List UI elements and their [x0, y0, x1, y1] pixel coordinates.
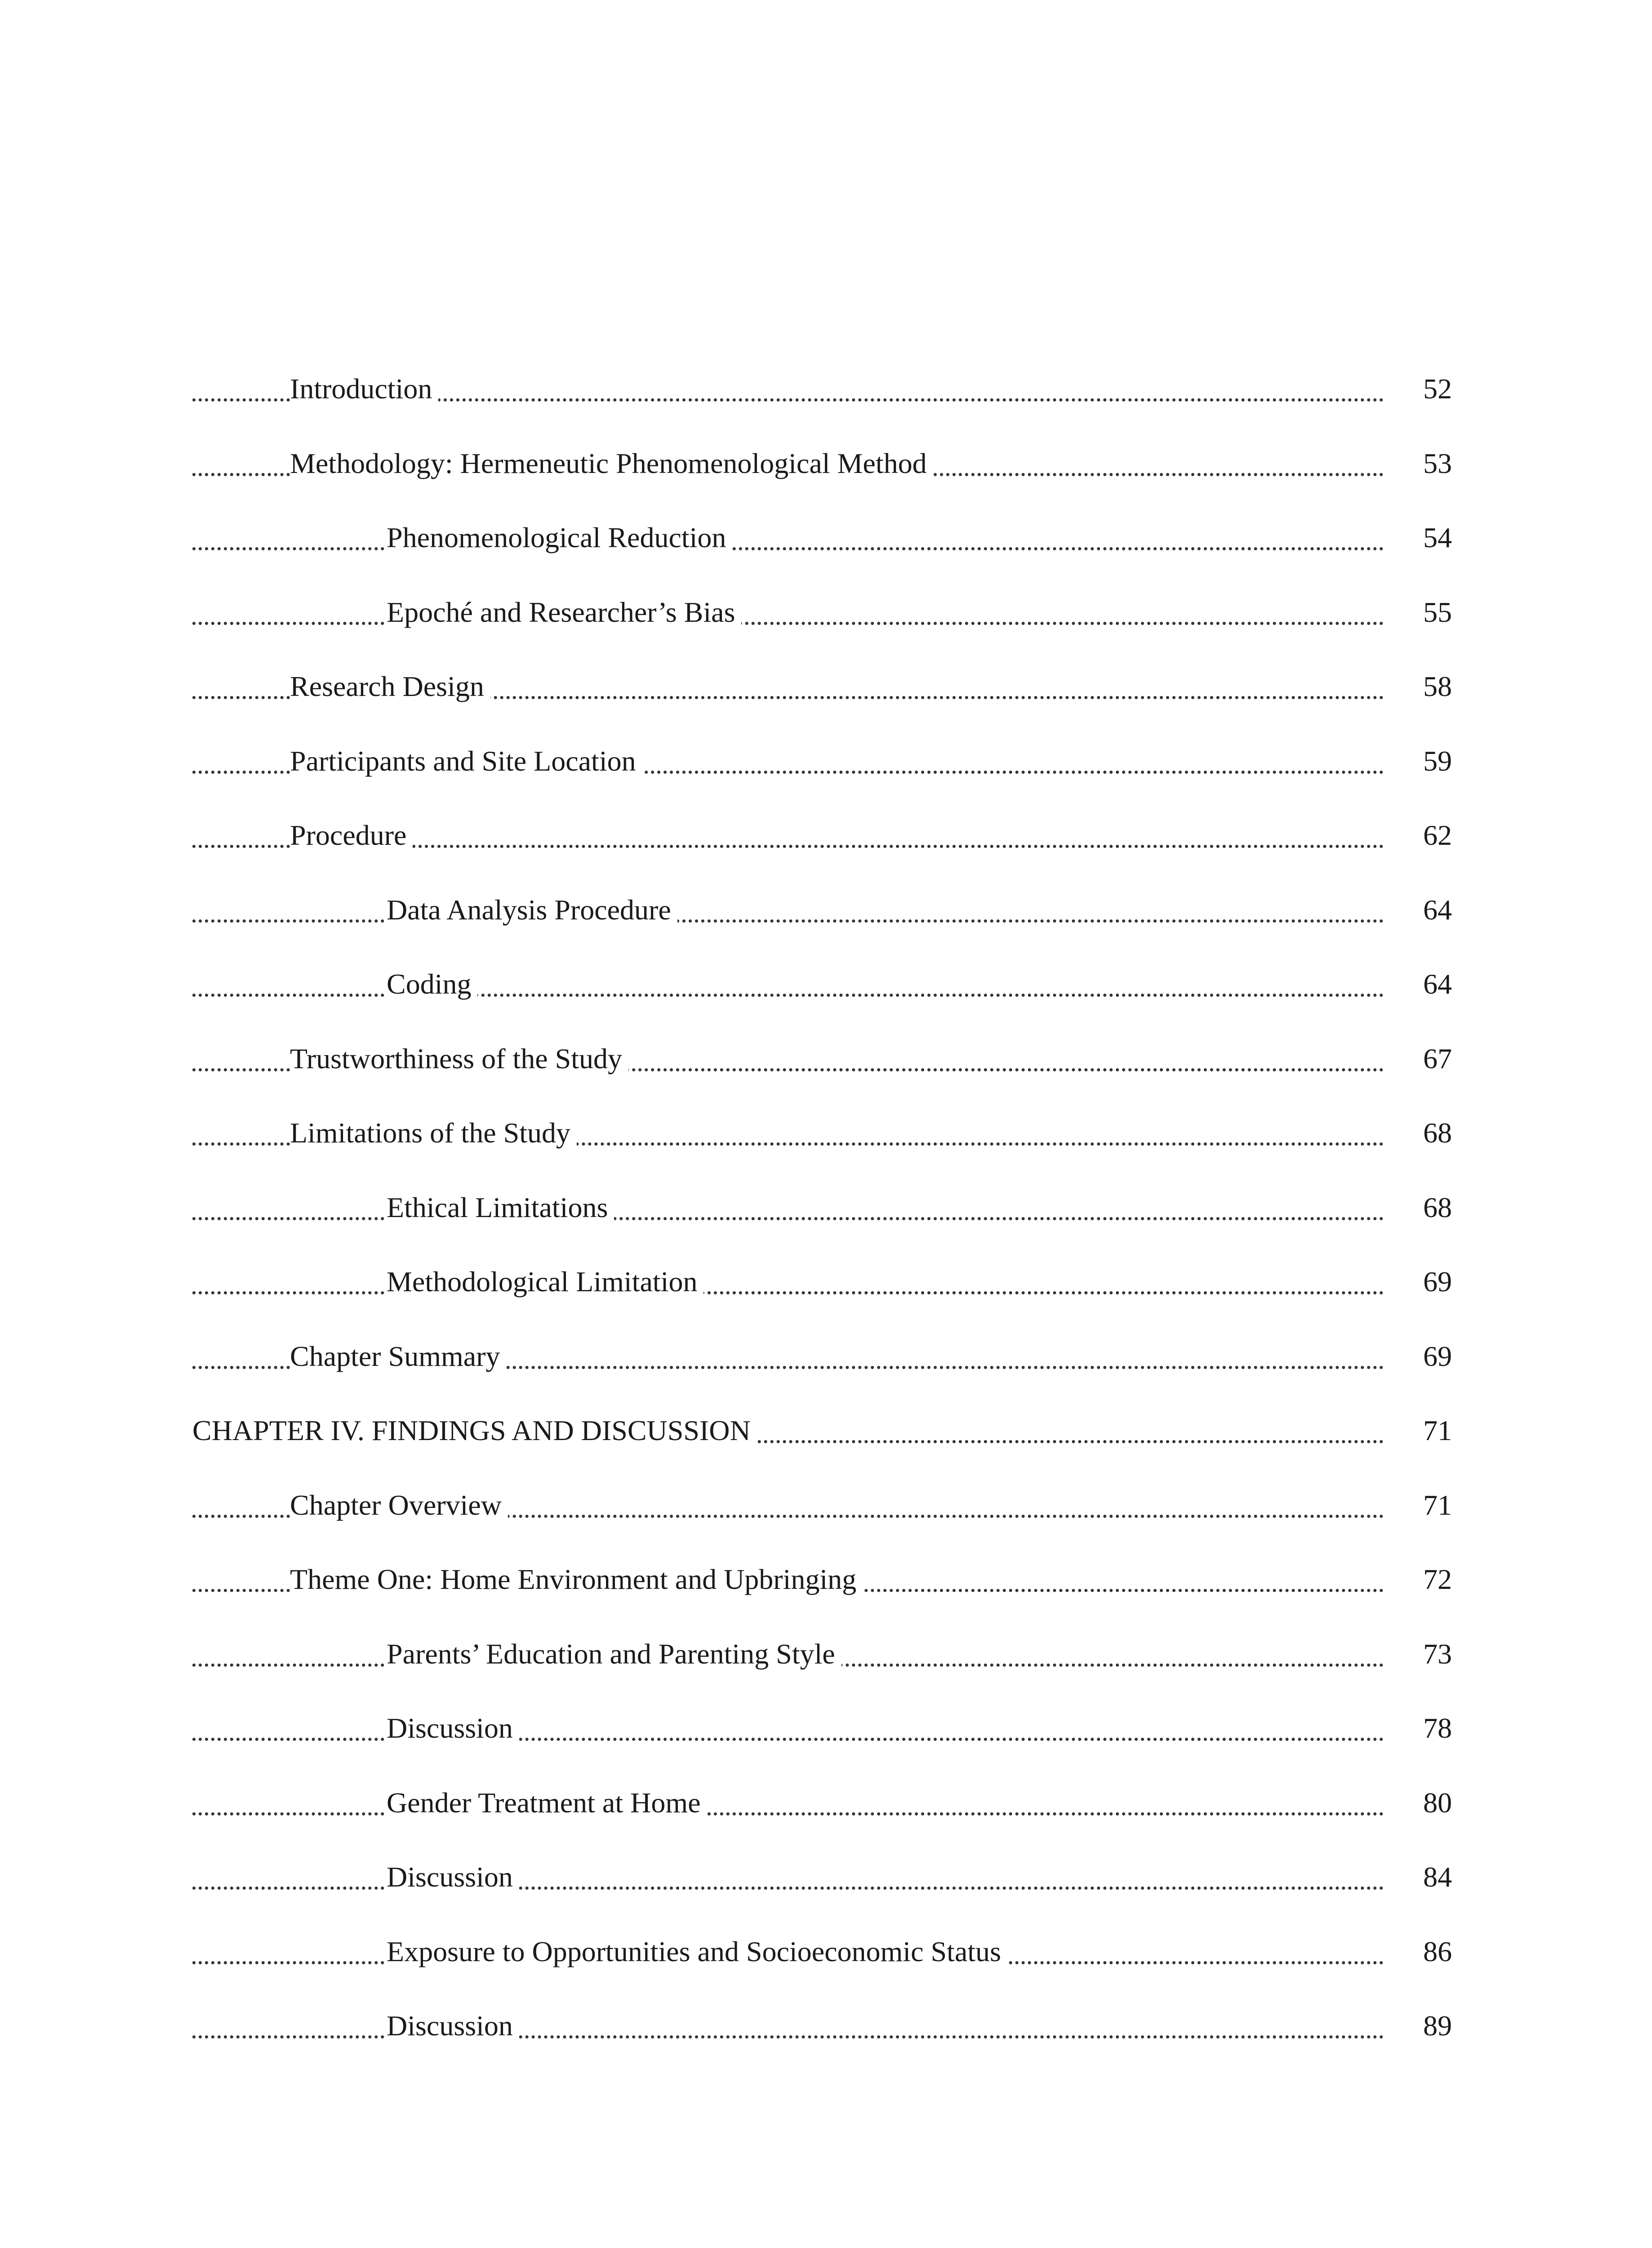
toc-entry-title: Methodological Limitation — [387, 1262, 704, 1302]
toc-entry-title: Parents’ Education and Parenting Style — [387, 1634, 842, 1674]
toc-entry — [0, 741, 1652, 781]
toc-entry — [0, 1559, 1652, 1600]
toc-entry-title: Participants and Site Location — [290, 741, 642, 781]
dot-leader — [192, 547, 1384, 550]
dot-leader — [192, 1812, 1384, 1815]
dot-leader — [192, 919, 1384, 923]
toc-entry — [0, 1857, 1652, 1897]
toc-entry — [0, 369, 1652, 409]
toc-entry — [0, 964, 1652, 1004]
toc-entry-page-number: 78 — [1423, 1712, 1452, 1744]
toc-entry — [0, 1039, 1652, 1079]
toc-entry — [0, 2006, 1652, 2046]
toc-entry-title: CHAPTER IV. FINDINGS AND DISCUSSION — [192, 1410, 757, 1451]
toc-entry-page-number: 86 — [1423, 1935, 1452, 1967]
toc-entry-page-number: 71 — [1423, 1414, 1452, 1446]
toc-entry-title: Phenomenological Reduction — [387, 517, 732, 558]
toc-entry-title: Discussion — [387, 1708, 519, 1748]
toc-entry-title: Introduction — [290, 369, 438, 409]
toc-entry — [0, 1634, 1652, 1674]
toc-entry — [0, 815, 1652, 856]
toc-entry-title: Chapter Overview — [290, 1485, 508, 1525]
dot-leader — [192, 1217, 1384, 1220]
dot-leader — [192, 622, 1384, 625]
toc-entry — [0, 517, 1652, 558]
toc-entry-page-number: 68 — [1423, 1191, 1452, 1223]
toc-entry-title: Gender Treatment at Home — [387, 1783, 707, 1823]
toc-entry-title: Discussion — [387, 1857, 519, 1897]
toc-entry-page-number: 53 — [1423, 447, 1452, 479]
toc-entry-page-number: 59 — [1423, 745, 1452, 777]
toc-entry — [0, 1336, 1652, 1377]
toc-entry — [0, 1708, 1652, 1748]
toc-entry-page-number: 80 — [1423, 1786, 1452, 1819]
toc-entry-title: Coding — [387, 964, 477, 1004]
toc-entry-title: Research Design — [290, 666, 490, 707]
toc-entry — [0, 592, 1652, 633]
toc-entry — [0, 1783, 1652, 1823]
toc-entry — [0, 443, 1652, 484]
toc-entry-page-number: 54 — [1423, 522, 1452, 553]
toc-entry — [0, 1113, 1652, 1153]
toc-entry-page-number: 89 — [1423, 2010, 1452, 2042]
toc-entry — [0, 1262, 1652, 1302]
toc-entry-title: Exposure to Opportunities and Socioeconomic Status — [387, 1931, 1007, 1972]
toc-entry-title: Ethical Limitations — [387, 1187, 614, 1228]
toc-entry-page-number: 73 — [1423, 1637, 1452, 1670]
toc-entry-page-number: 69 — [1423, 1266, 1452, 1298]
toc-entry-page-number: 62 — [1423, 819, 1452, 851]
dot-leader — [192, 1738, 1384, 1741]
toc-entry-title: Data Analysis Procedure — [387, 890, 677, 930]
toc-entry-page-number: 84 — [1423, 1861, 1452, 1893]
toc-entry — [0, 1931, 1652, 1972]
toc-entry-page-number: 69 — [1423, 1340, 1452, 1372]
toc-entry-page-number: 52 — [1423, 373, 1452, 405]
toc-entry — [0, 890, 1652, 930]
toc-entry-page-number: 67 — [1423, 1042, 1452, 1075]
toc-entry-title: Limitations of the Study — [290, 1113, 577, 1153]
toc-entry-page-number: 68 — [1423, 1117, 1452, 1149]
toc-entry-page-number: 72 — [1423, 1563, 1452, 1595]
toc-entry — [0, 1187, 1652, 1228]
toc-entry — [0, 666, 1652, 707]
dot-leader — [192, 1291, 1384, 1294]
dot-leader — [192, 1887, 1384, 1890]
dot-leader — [192, 2035, 1384, 2038]
toc-entry — [0, 1485, 1652, 1525]
toc-entry-page-number: 71 — [1423, 1489, 1452, 1521]
toc-entry-title: Procedure — [290, 815, 413, 856]
toc-entry-page-number: 64 — [1423, 893, 1452, 926]
dot-leader — [192, 994, 1384, 997]
toc-entry — [0, 1410, 1652, 1451]
toc-entry-page-number: 58 — [1423, 670, 1452, 702]
toc-entry-title: Trustworthiness of the Study — [290, 1039, 628, 1079]
toc-entry-title: Epoché and Researcher’s Bias — [387, 592, 741, 633]
toc-entry-title: Chapter Summary — [290, 1336, 506, 1377]
toc-entry-title: Theme One: Home Environment and Upbringing — [290, 1559, 863, 1600]
toc-entry-page-number: 55 — [1423, 596, 1452, 628]
toc-entry-title: Discussion — [387, 2006, 519, 2046]
toc-entry-page-number: 64 — [1423, 968, 1452, 1000]
toc-entry-title: Methodology: Hermeneutic Phenomenological Method — [290, 443, 933, 484]
